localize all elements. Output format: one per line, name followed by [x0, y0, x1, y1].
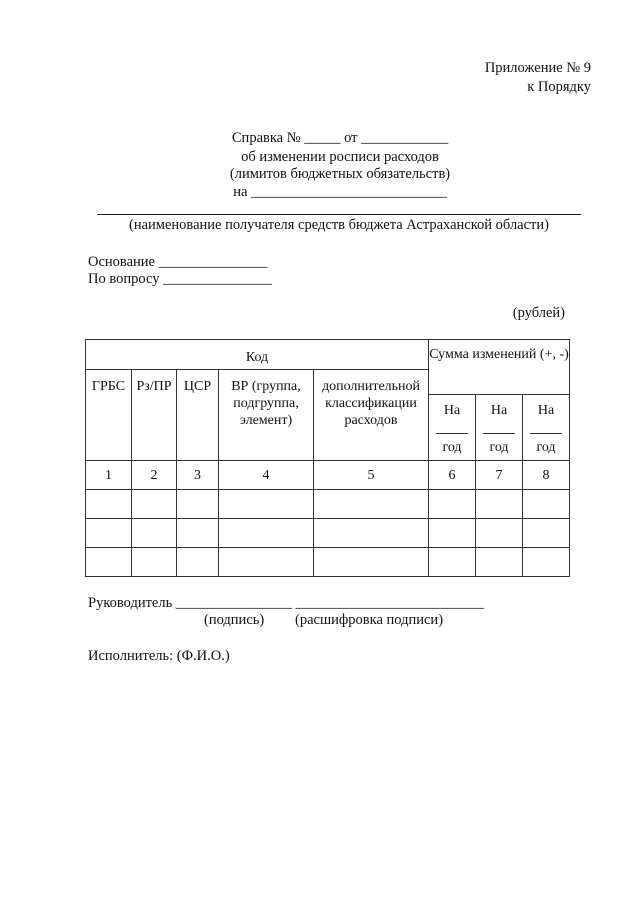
col-header-additional: дополнительной классификации расходов: [314, 370, 429, 461]
table-cell[interactable]: [219, 519, 314, 548]
year-suffix: год: [489, 440, 509, 455]
table-row: [86, 519, 570, 548]
document-subtitle-limits: (лимитов бюджетных обязательств): [229, 166, 451, 182]
table-cell[interactable]: [86, 490, 132, 519]
table-cell[interactable]: [476, 519, 523, 548]
recipient-caption: (наименование получателя средств бюджета Астраханской области): [129, 217, 549, 233]
annex-reference: к Порядку: [527, 79, 591, 95]
document-subtitle: об изменении росписи расходов: [241, 149, 439, 165]
executor-line: Исполнитель: (Ф.И.О.): [88, 648, 230, 664]
year-blank: [530, 419, 562, 434]
column-number: 5: [314, 461, 429, 490]
year-blank: [483, 419, 515, 434]
table-cell[interactable]: [86, 519, 132, 548]
table-row: [86, 548, 570, 577]
column-number: 1: [86, 461, 132, 490]
column-number: 3: [177, 461, 219, 490]
year-suffix: год: [442, 440, 462, 455]
column-number: 7: [476, 461, 523, 490]
year-suffix: год: [536, 440, 556, 455]
table-cell[interactable]: [523, 548, 570, 577]
table-cell[interactable]: [177, 490, 219, 519]
column-number: 6: [429, 461, 476, 490]
table-cell[interactable]: [429, 519, 476, 548]
column-number: 4: [219, 461, 314, 490]
year-prefix: На: [537, 403, 555, 418]
table-cell[interactable]: [314, 548, 429, 577]
table-cell[interactable]: [177, 548, 219, 577]
table-cell[interactable]: [132, 548, 177, 577]
recipient-blank-line: [97, 214, 581, 215]
year-header-3: [523, 395, 570, 461]
signature-caption: (подпись): [204, 612, 265, 628]
table-header-row: [86, 340, 570, 370]
table-cell[interactable]: [429, 548, 476, 577]
table-cell[interactable]: [476, 548, 523, 577]
basis-field: Основание _______________: [88, 254, 268, 270]
table-cell[interactable]: [429, 490, 476, 519]
table-cell[interactable]: [314, 519, 429, 548]
table-cell[interactable]: [523, 490, 570, 519]
year-header-1: [429, 395, 476, 461]
sum-header: Сумма изменений (+, -): [429, 340, 570, 395]
table-cell[interactable]: [476, 490, 523, 519]
table-cell[interactable]: [86, 548, 132, 577]
col-header-grbs: ГРБС: [86, 370, 132, 461]
table-cell[interactable]: [219, 490, 314, 519]
column-number: 2: [132, 461, 177, 490]
code-header: Код: [86, 340, 429, 370]
document-period: на ___________________________: [233, 184, 447, 200]
table-cell[interactable]: [132, 519, 177, 548]
document-title: Справка № _____ от ____________: [231, 130, 449, 146]
table-row: [86, 490, 570, 519]
year-blank: [436, 419, 468, 434]
table-cell[interactable]: [219, 548, 314, 577]
units-label: (рублей): [512, 305, 565, 321]
question-field: По вопросу _______________: [88, 271, 272, 287]
table-cell[interactable]: [177, 519, 219, 548]
signature-decode-caption: (расшифровка подписи): [295, 612, 444, 628]
column-number: 8: [523, 461, 570, 490]
column-number-row: [86, 461, 570, 490]
annex-number: Приложение № 9: [484, 60, 591, 76]
table-cell[interactable]: [523, 519, 570, 548]
year-header-2: [476, 395, 523, 461]
year-prefix: На: [490, 403, 508, 418]
col-header-vr: ВР (группа, подгруппа, элемент): [219, 370, 314, 461]
table-cell[interactable]: [314, 490, 429, 519]
col-header-csr: ЦСР: [177, 370, 219, 461]
changes-table: [85, 339, 570, 577]
head-signature-line: Руководитель ________________ __________________________: [88, 595, 484, 611]
year-prefix: На: [443, 403, 461, 418]
col-header-rzpr: Рз/ПР: [132, 370, 177, 461]
table-cell[interactable]: [132, 490, 177, 519]
